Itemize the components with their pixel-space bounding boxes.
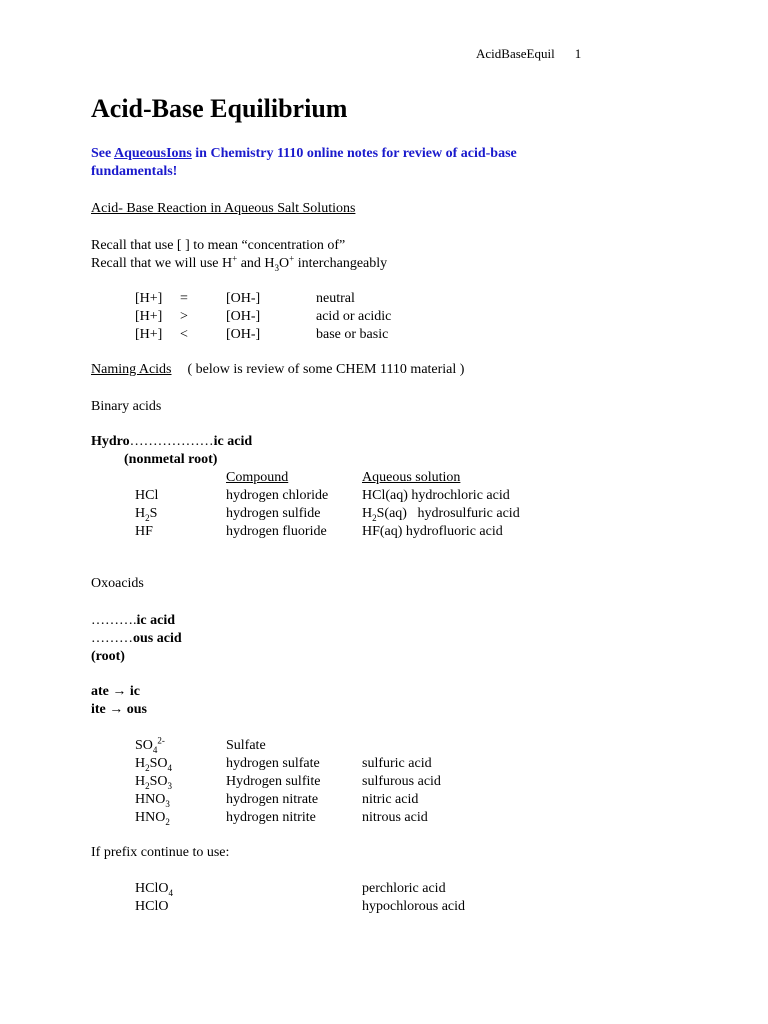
section-heading-salt-solutions: Acid- Base Reaction in Aqueous Salt Solutions	[91, 201, 356, 216]
naming-acids-line	[91, 361, 464, 379]
binary-acids-label: Binary acids	[91, 399, 162, 414]
oxo-dots: ………	[91, 631, 133, 646]
condition-right: [OH-]	[226, 309, 261, 324]
condition-meaning: acid or acidic	[316, 309, 392, 324]
condition-meaning: base or basic	[316, 327, 389, 342]
binary-name: hydrogen fluoride	[226, 524, 327, 539]
conversion-from: ite	[91, 702, 106, 717]
oxoacids-label: Oxoacids	[91, 576, 144, 591]
oxo-name: hydrogen nitrite	[226, 810, 316, 825]
oxo-name: hydrogen sulfate	[226, 756, 320, 771]
oxo-acid: sulfurous acid	[362, 774, 441, 789]
condition-op: <	[180, 327, 188, 342]
recall-line-1: Recall that use [ ] to mean “concentration of”	[91, 238, 346, 253]
naming-acids-note: ( below is review of some CHEM 1110 material )	[187, 362, 465, 377]
condition-op: =	[180, 291, 188, 306]
condition-right: [OH-]	[226, 291, 261, 306]
oxo-acid: sulfuric acid	[362, 756, 432, 771]
prefix-formula: HClO$_4$	[135, 881, 173, 898]
condition-op: >	[180, 309, 188, 324]
recall2-sup2: +	[289, 253, 295, 264]
naming-acids-heading: Naming Acids	[91, 362, 172, 377]
recall-line-2	[91, 255, 387, 273]
hydro-prefix: Hydro	[91, 434, 130, 449]
conversion-from: ate	[91, 684, 109, 699]
binary-name: hydrogen chloride	[226, 488, 329, 503]
arrow-right-icon: →	[112, 684, 127, 699]
oxo-formula: $HNO_3$	[135, 792, 170, 809]
oxo-name: Hydrogen sulfite	[226, 774, 321, 789]
see-note	[91, 145, 517, 163]
binary-formula: $H_2S$	[135, 506, 158, 523]
oxo-formula: $SO_4^{2-}$	[135, 735, 165, 755]
condition-right: [OH-]	[226, 327, 261, 342]
recall2-o: O	[279, 256, 290, 271]
oxo-dots: ……….	[91, 613, 137, 628]
oxo-formula: $H_2SO_3$	[135, 774, 173, 791]
header-page-number: 1	[574, 46, 582, 61]
oxo-name: hydrogen nitrate	[226, 792, 319, 807]
page-header	[476, 45, 581, 63]
recall2-sub: 3	[274, 262, 280, 273]
hydro-dots: ………………	[129, 434, 214, 449]
conversion-to: ic	[129, 684, 140, 699]
condition-left: [H+]	[135, 309, 163, 324]
oxo-suffix: ic acid	[136, 613, 175, 628]
see-note-line2: fundamentals!	[91, 164, 178, 179]
binary-aqueous: HF(aq) hydrofluoric acid	[362, 524, 503, 539]
prefix-acid: hypochlorous acid	[362, 899, 466, 914]
recall2-sup1: +	[232, 253, 238, 264]
column-header-compound: Compound	[226, 470, 289, 485]
condition-left: [H+]	[135, 327, 163, 342]
oxo-name: Sulfate	[226, 738, 266, 753]
condition-left: [H+]	[135, 291, 163, 306]
oxo-acid: nitric acid	[362, 792, 419, 807]
hydro-suffix: ic acid	[213, 434, 253, 449]
recall2-post: interchangeably	[294, 256, 388, 271]
aqueousions-link[interactable]: AqueousIons	[113, 146, 192, 161]
see-note-pre: See	[91, 146, 114, 161]
oxo-acid: nitrous acid	[362, 810, 428, 825]
prefix-acid: perchloric acid	[362, 881, 446, 896]
condition-meaning: neutral	[316, 291, 355, 306]
recall2-mid: and H	[237, 256, 275, 271]
hydro-root-note: (nonmetal root)	[124, 452, 218, 467]
arrow-right-icon: →	[109, 702, 124, 717]
binary-formula: HCl	[135, 488, 159, 503]
oxo-suffix: ous acid	[133, 631, 182, 646]
oxo-rule-ic	[91, 612, 175, 630]
recall2-pre: Recall that we will use H	[91, 256, 233, 271]
binary-formula: HF	[135, 524, 153, 539]
column-header-aqueous: Aqueous solution	[362, 470, 461, 485]
conversion-ite-ous	[91, 701, 147, 719]
binary-name: hydrogen sulfide	[226, 506, 321, 521]
hydro-rule	[91, 433, 252, 451]
oxo-root: (root)	[91, 649, 125, 664]
binary-aqueous: $H_2S(aq)$ hydrosulfuric acid	[362, 506, 520, 523]
oxo-formula: $H_2SO_4$	[135, 756, 173, 773]
binary-aqueous: HCl(aq) hydrochloric acid	[362, 488, 510, 503]
header-doc-name: AcidBaseEquil	[476, 46, 555, 61]
oxo-formula: $HNO_2$	[135, 810, 170, 827]
conversion-ate-ic	[91, 683, 140, 701]
prefix-note: If prefix continue to use:	[91, 845, 230, 860]
see-note-post: in Chemistry 1110 online notes for review of acid-base	[191, 146, 517, 161]
oxo-rule-ous	[91, 630, 182, 648]
prefix-formula: HClO	[135, 899, 169, 914]
page-title: Acid-Base Equilibrium	[91, 94, 348, 123]
conversion-to: ous	[126, 702, 147, 717]
